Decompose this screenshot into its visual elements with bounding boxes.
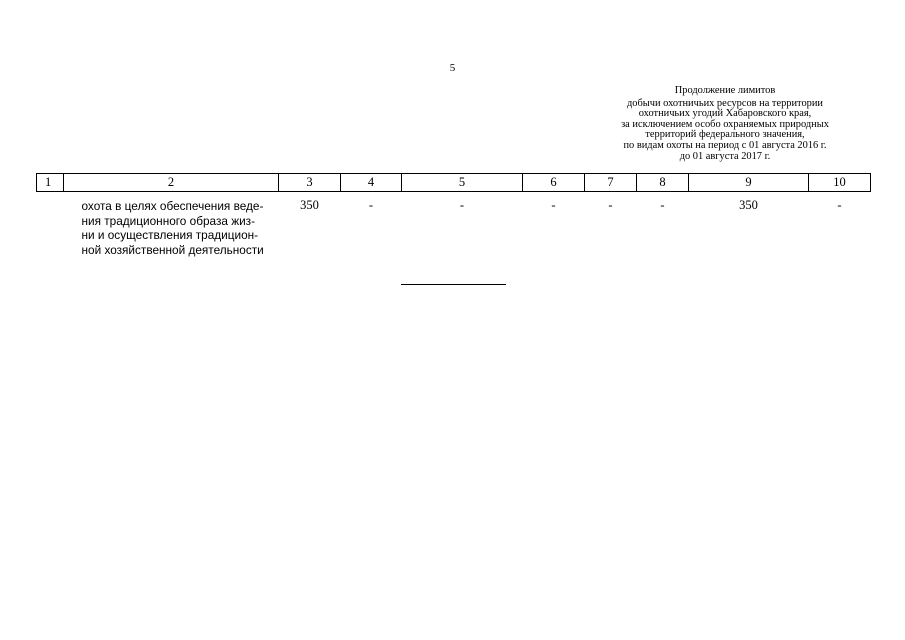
heading-line: охотничьих угодий Хабаровского края, [638, 108, 812, 120]
table-cell: - [837, 198, 842, 212]
column-number: 1 [37, 174, 64, 192]
document-heading [590, 86, 860, 162]
column-number: 4 [341, 174, 402, 192]
column-number: 10 [809, 174, 871, 192]
column-number-row [37, 174, 871, 192]
table-cell: - [608, 198, 613, 212]
column-number: 2 [64, 174, 279, 192]
hunting-type-line: ни и осуществления традицион- [81, 228, 259, 242]
end-divider-line [401, 284, 506, 285]
hunting-type-line: ния традиционного образа жиз- [81, 213, 256, 228]
table-cell [37, 192, 64, 258]
limits-table [36, 173, 871, 257]
heading-line: территорий федерального значения, [645, 129, 805, 141]
table-cell: 350 [739, 198, 758, 212]
hunting-type-line: охота в целях обеспечения веде- [81, 199, 264, 213]
heading-line: по видам охоты на период с 01 августа 2016 г. [623, 139, 827, 151]
heading-line: добычи охотничьих ресурсов на территории [627, 97, 823, 109]
hunting-type-line: ной хозяйственной деятельности [81, 242, 264, 257]
heading-line: за исключением особо охраняемых природных [621, 118, 829, 130]
column-number: 5 [402, 174, 523, 192]
column-number: 9 [689, 174, 809, 192]
heading-title: Продолжение лимитов [674, 85, 776, 96]
table-cell: - [551, 198, 556, 212]
page-number: 5 [449, 62, 456, 74]
table-cell: - [459, 198, 465, 212]
heading-line: до 01 августа 2017 г. [679, 150, 771, 162]
hunting-type-cell [64, 192, 279, 258]
table-cell: 350 [300, 198, 319, 212]
column-number: 8 [637, 174, 689, 192]
column-number: 6 [523, 174, 585, 192]
column-number: 7 [585, 174, 637, 192]
table-row [37, 192, 871, 258]
table-cell: - [660, 198, 665, 212]
column-number: 3 [279, 174, 341, 192]
table-cell: - [368, 198, 374, 212]
